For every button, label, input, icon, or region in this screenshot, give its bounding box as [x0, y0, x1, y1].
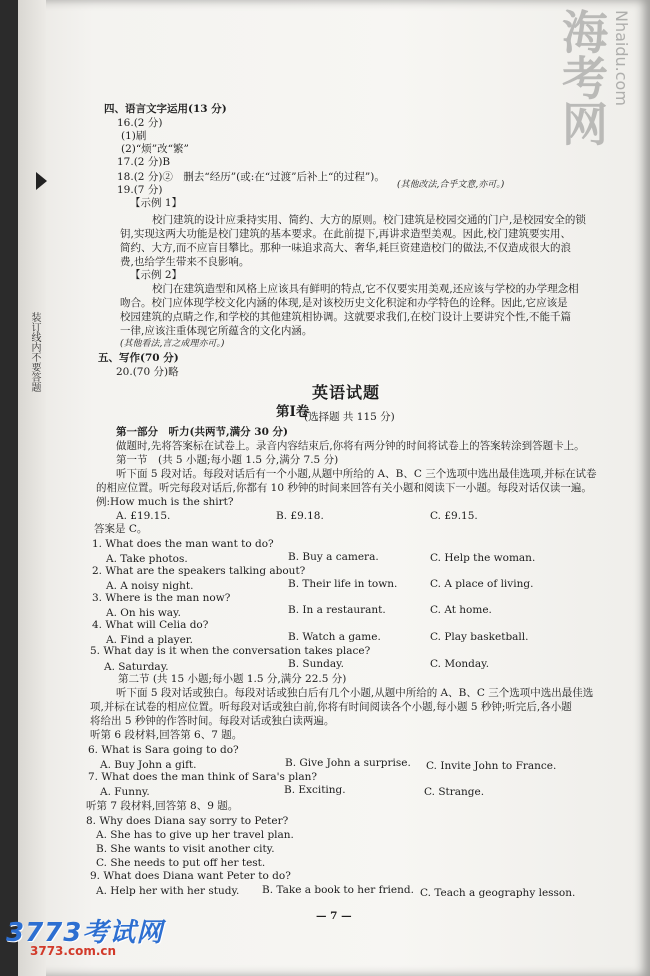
- question-7: 19.(7 分): [117, 184, 163, 196]
- binding-margin: [18, 0, 46, 976]
- option-48: B. Watch a game.: [288, 631, 381, 643]
- text-line-28: 的相应位置。听完每段对话后,你都有 10 秒钟的时间来回答有关小题和阅读下一小题。每段对话仅读一遍。: [96, 482, 592, 494]
- option-64: A. Funny.: [100, 786, 150, 798]
- question-72: 9. What does Diana want Peter to do?: [90, 870, 291, 882]
- text-line-26: 第一节 (共 5 小题;每小题 1.5 分,满分 7.5 分): [116, 454, 339, 466]
- text-line-6: (其他改法,合乎文意,亦可。): [397, 180, 505, 190]
- question-38: 2. What are the speakers talking about?: [92, 565, 306, 577]
- option-75: C. Teach a geography lesson.: [420, 887, 576, 899]
- option-61: B. Give John a surprise.: [285, 757, 411, 769]
- text-line-2: (1)刷: [121, 130, 147, 142]
- text-line-22: 第Ⅰ卷: [276, 404, 310, 420]
- text-line-21: 英语试题: [312, 383, 381, 402]
- option-52: B. Sunday.: [288, 658, 344, 670]
- question-50: 5. What day is it when the conversation takes place?: [90, 645, 371, 657]
- watermark-url: Nhaidu.com: [612, 10, 631, 106]
- text-line-11: 简约、大方,而不应盲目攀比。那种一味追求高大、奢华,耗巨资建造校门的做法,不仅造成很大的浪: [120, 242, 572, 254]
- text-line-76: — 7 —: [316, 910, 352, 922]
- option-39: A. A noisy night.: [106, 580, 194, 592]
- text-line-29: 例:How much is the shirt?: [96, 496, 234, 508]
- watermark-bottom-brand: 3773考试网: [6, 918, 164, 948]
- option-69: A. She has to give up her travel plan.: [96, 829, 294, 841]
- text-line-55: 听下面 5 段对话或独白。每段对话或独白后有几个小题,从题中所给的 A、B、C 三个选项中选出最佳选: [116, 687, 594, 699]
- question-42: 3. Where is the man now?: [92, 592, 231, 604]
- watermark-bottom-url: 3773.com.cn: [30, 944, 117, 958]
- question-5: 18.(2 分)② 删去“经历”(或:在“过渡”后补上“的过程”)。: [117, 171, 385, 183]
- text-line-13: 【示例 2】: [130, 269, 183, 281]
- text-line-18: (其他看法,言之成理亦可。): [120, 339, 225, 349]
- question-68: 8. Why does Diana say sorry to Peter?: [86, 815, 289, 827]
- text-line-33: 答案是 C。: [94, 523, 148, 535]
- text-line-24: 第一部分 听力(共两节,满分 30 分): [116, 426, 289, 438]
- option-47: A. Find a player.: [106, 634, 194, 646]
- option-49: C. Play basketball.: [430, 631, 529, 643]
- option-36: B. Buy a camera.: [288, 551, 379, 563]
- option-44: B. In a restaurant.: [288, 604, 386, 616]
- text-line-15: 吻合。校门应体现学校文化内涵的体现,是对该校历史文化积淀和办学特色的诠释。因此,它应该是: [120, 297, 568, 309]
- option-31: B. £9.18.: [276, 510, 324, 522]
- text-line-14: 校门在建筑造型和风格上应该具有鲜明的特点,它不仅要实用美观,还应该与学校的办学理念相: [152, 283, 579, 295]
- text-line-57: 将给出 5 秒钟的作答时间。每段对话或独白读两遍。: [90, 715, 335, 727]
- text-line-19: 五、写作(70 分): [98, 352, 179, 364]
- text-line-25: 做题时,先将答案标在试卷上。录音内容结束后,你将有两分钟的时间将试卷上的答案转涂到答题卡上。: [116, 440, 585, 452]
- text-line-16: 校园建筑的点睛之作,和学校的其他建筑相协调。这就要求我们,在校门设计上要讲究个性,不能千篇: [120, 311, 572, 323]
- text-line-12: 费,也给学生带来不良影响。: [120, 256, 250, 268]
- text-line-67: 听第 7 段材料,回答第 8、9 题。: [86, 800, 239, 812]
- option-60: A. Buy John a gift.: [100, 759, 197, 771]
- option-45: C. At home.: [430, 604, 492, 616]
- watermark-logo: 海考网: [555, 8, 609, 146]
- question-1: 16.(2 分): [117, 117, 163, 129]
- text-line-27: 听下面 5 段对话。每段对话后有一个小题,从题中所给的 A、B、C 三个选项中选出最佳选项,并标在试卷: [116, 468, 597, 480]
- option-35: A. Take photos.: [106, 553, 188, 565]
- question-63: 7. What does the man think of Sara's plan?: [88, 771, 317, 783]
- option-40: B. Their life in town.: [288, 578, 398, 590]
- text-line-10: 钥,实现这两大功能是校门建筑的基本要求。在此前提下,再讲求造型美观。因此,校门建筑要实用、: [120, 228, 572, 240]
- question-59: 6. What is Sara going to do?: [88, 744, 239, 756]
- text-line-3: (2)“烦”改“繁”: [121, 143, 189, 155]
- option-66: C. Strange.: [424, 786, 485, 798]
- question-4: 17.(2 分)B: [117, 156, 171, 168]
- option-30: A. £19.15.: [116, 510, 171, 522]
- option-70: B. She wants to visit another city.: [96, 843, 275, 855]
- text-line-8: 【示例 1】: [130, 197, 183, 209]
- binding-arrow-icon: [36, 172, 47, 190]
- option-71: C. She needs to put off her test.: [96, 857, 266, 869]
- text-line-9: 校门建筑的设计应秉持实用、简约、大方的原则。校门建筑是校园交通的门户,是校园安全的锁: [152, 214, 586, 226]
- option-51: A. Saturday.: [104, 661, 169, 673]
- option-62: C. Invite John to France.: [426, 760, 557, 772]
- text-line-54: 第二节 (共 15 小题;每小题 1.5 分,满分 22.5 分): [118, 673, 347, 685]
- text-line-17: 一律,应该注重体现它所蕴含的文化内涵。: [120, 325, 313, 337]
- option-53: C. Monday.: [430, 658, 490, 670]
- text-line-0: 四、语言文字运用(13 分): [104, 103, 227, 115]
- option-74: B. Take a book to her friend.: [262, 884, 414, 896]
- text-line-58: 听第 6 段材料,回答第 6、7 题。: [90, 729, 243, 741]
- text-line-23: (选择题 共 115 分): [304, 411, 395, 423]
- option-32: C. £9.15.: [430, 510, 478, 522]
- question-46: 4. What will Celia do?: [92, 619, 209, 631]
- option-43: A. On his way.: [106, 607, 181, 619]
- option-65: B. Exciting.: [284, 784, 346, 796]
- binding-notice: 装订线内不要答题: [29, 312, 40, 392]
- option-41: C. A place of living.: [430, 578, 534, 590]
- option-73: A. Help her with her study.: [96, 885, 240, 897]
- question-34: 1. What does the man want to do?: [92, 538, 274, 550]
- option-37: C. Help the woman.: [430, 552, 536, 564]
- text-line-56: 项,并标在试卷的相应位置。听每段对话或独白前,你将有时间阅读各个小题,每小题 5 秒钟;听完后,各小题: [90, 701, 572, 713]
- question-20: 20.(70 分)略: [116, 366, 179, 378]
